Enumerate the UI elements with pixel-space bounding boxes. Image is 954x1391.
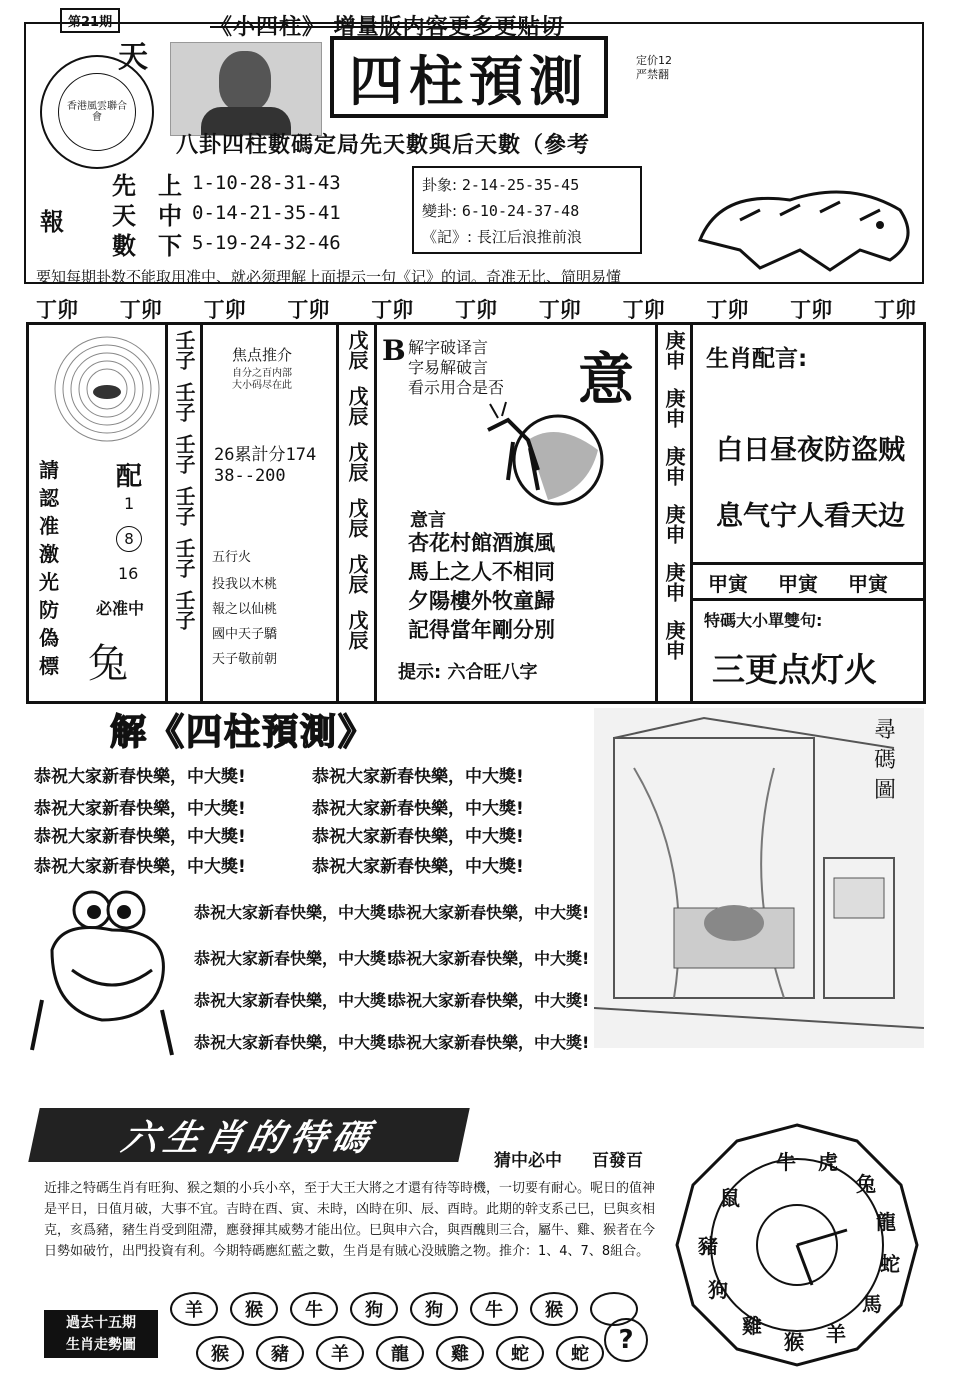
ganzhi-label: 戊辰 (345, 330, 369, 370)
xiantian-label: 數 (112, 230, 136, 260)
wuxing-label: 五行火 (212, 550, 252, 565)
pei-number: 16 (118, 564, 139, 583)
pei-number-circled (116, 526, 142, 552)
wheel-label: 虎 (818, 1150, 838, 1174)
note-line: 要知每期卦数不能取用准中、就必须理解上面提示一句《记》的词。奇准无比、简明易懂 (36, 268, 622, 286)
ganzhi-label: 丁卯 (706, 297, 749, 322)
target-rings (52, 334, 162, 448)
ganzhi-label: 壬子 (172, 538, 196, 578)
left-vertical-bao: 報 (40, 207, 64, 236)
focus-stat2: 38--200 (214, 466, 286, 486)
ren-zi-column (170, 330, 198, 642)
greeting-line: 恭祝大家新春快樂，中大獎! (194, 903, 394, 922)
trend-row-2 (196, 1336, 604, 1370)
pei-number: 1 (124, 494, 135, 513)
animal-label: 兔 (88, 641, 128, 687)
frog-mascot (22, 880, 192, 1074)
greeting-line: 恭祝大家新春快樂，中大獎! (194, 991, 394, 1010)
grid-divider (165, 322, 168, 704)
seal-text: 香港風雲聯合會 (58, 73, 136, 151)
xun-ma-label: 尋碼圖 (874, 718, 897, 803)
grid-divider (336, 322, 339, 704)
slogan: 百發百 (592, 1151, 643, 1171)
trend-row-1 (170, 1292, 638, 1326)
ganzhi-label: 庚申 (662, 562, 686, 602)
grid-divider (200, 322, 203, 704)
jia-yin-row (708, 568, 888, 597)
notice-label: 严禁翻 (636, 68, 669, 81)
left-vertical-tian: 天 (118, 40, 148, 75)
ganzhi-label: 壬子 (172, 486, 196, 526)
bottom-banner-text: 六生肖的特碼 (117, 1116, 379, 1159)
laser-warning: 請認准激光防偽標 (39, 458, 59, 678)
jie-title: 解《四柱預測》 (110, 711, 377, 753)
ganzhi-label: 丁卯 (36, 297, 78, 322)
badge-line: 生肖走勢圖 (66, 1337, 136, 1353)
trend-item: 猴 (196, 1336, 244, 1370)
zodiac-line: 息气宁人看天边 (716, 501, 905, 532)
trend-item: 狗 (410, 1292, 458, 1326)
slogan: 猜中必中 (494, 1151, 562, 1171)
ganzhi-label: 壬子 (172, 382, 196, 422)
xiantian-block (112, 168, 341, 258)
center-line: 看示用合是否 (408, 378, 505, 397)
title-box (330, 36, 608, 118)
seal-stamp (40, 55, 154, 169)
ji-value: 長江后浪推前浪 (476, 228, 582, 246)
greeting-line: 恭祝大家新春快樂，中大獎! (34, 827, 246, 847)
center-poem (408, 528, 555, 644)
bottom-paragraph: 近排之特碼生肖有旺狗、猴之類的小兵小卒，至于大王大將之才還有待等時機，一切要有耐心。呢日的值神是平日，日值月破，大事不宜。吉時在酉、寅、未時，凶時在卯、辰、酉時。此期的幹支系己巳，巳與亥相克，亥爲豬，豬生肖受到阻滯，應發揮其威勢才能出位。巳與申六合，與酉醜則三合，屬牛、雞、猴者在今日勢如破竹，出門投資有利。今期特碼應紅藍之數，生肖是有賊心没賊膽之物。推介：1、4、7、8組合。 (44, 1181, 656, 1259)
ganzhi-label: 丁卯 (538, 297, 581, 322)
ganzhi-label: 戊辰 (345, 386, 369, 426)
number-row: 0-14-21-35-41 (192, 202, 341, 224)
tiger-illustration (680, 150, 924, 280)
trend-item: 雞 (436, 1336, 484, 1370)
page-title: 四柱預測 (349, 48, 589, 113)
focus-poem (212, 572, 277, 672)
grid-divider (692, 562, 924, 565)
focus-stat1: 26累計分174 (214, 445, 317, 465)
ganzhi-label: 庚申 (662, 504, 686, 544)
grid-divider (655, 322, 658, 704)
grid-divider (692, 598, 924, 601)
wheel-label: 雞 (742, 1314, 762, 1338)
wheel-label: 狗 (708, 1278, 728, 1302)
greeting-line: 恭祝大家新春快樂，中大獎! (312, 799, 524, 819)
greeting-line: 恭祝大家新春快樂，中大獎! (312, 767, 524, 787)
ganzhi-label: 丁卯 (371, 297, 414, 322)
number-row: 5-19-24-32-46 (192, 232, 341, 254)
poem-line: 夕陽樓外牧童歸 (408, 588, 555, 613)
ganzhi-label: 戊辰 (345, 498, 369, 538)
zodiac-words-title: 生肖配言: (706, 346, 808, 372)
subtitle: 八卦四柱數碼定局先天數與后天數（參考 (176, 132, 591, 158)
trend-item: 牛 (470, 1292, 518, 1326)
portrait-photo (170, 42, 322, 136)
greeting-line: 恭祝大家新春快樂，中大獎! (34, 799, 246, 819)
greeting-line: 恭祝大家新春快樂，中大獎! (312, 857, 524, 877)
pei-label: 配 (116, 462, 143, 492)
ganzhi-label: 甲寅 (708, 572, 748, 596)
geng-shen-column (660, 330, 688, 678)
zodiac-wheel (672, 1120, 922, 1374)
ganzhi-label: 庚申 (662, 388, 686, 428)
wheel-label: 兔 (856, 1172, 876, 1196)
ganzhi-label: 甲寅 (848, 572, 888, 596)
trend-item: 狗 (350, 1292, 398, 1326)
focus-sub2: 大小码尽在此 (232, 380, 292, 391)
ji-label: 《記》: (422, 228, 473, 246)
ganzhi-label: 戊辰 (345, 610, 369, 650)
poem-line: 國中天子驕 (212, 627, 278, 642)
yi-yan-label: 意言 (410, 510, 446, 531)
grid-divider (690, 322, 693, 704)
bottom-banner (28, 1108, 469, 1162)
ganzhi-label: 丁卯 (119, 297, 162, 322)
pei-number: 8 (124, 530, 134, 548)
ganzhi-label: 丁卯 (790, 297, 833, 322)
greeting-line: 恭祝大家新春快樂，中大獎! (34, 857, 246, 877)
yi-character: 意 (578, 347, 634, 413)
final-phrase: 三更点灯火 (712, 650, 877, 689)
poem-line: 投我以木桃 (212, 577, 278, 592)
trend-item: 羊 (170, 1292, 218, 1326)
wu-chen-column (342, 330, 372, 666)
greeting-line: 恭祝大家新春快樂，中大獎! (390, 949, 590, 968)
gua-box (412, 166, 642, 254)
center-lines (408, 338, 504, 398)
pos-label: 中 (158, 200, 182, 230)
poem-line: 天子敬前朝 (212, 652, 278, 667)
trend-item: 猴 (230, 1292, 278, 1326)
center-line: 解字破译言 (408, 338, 489, 357)
greeting-line: 恭祝大家新春快樂，中大獎! (194, 949, 394, 968)
greeting-line: 恭祝大家新春快樂，中大獎! (390, 903, 590, 922)
poem-line: 杏花村館酒旗風 (408, 530, 555, 555)
ganzhi-label: 丁卯 (873, 297, 916, 322)
ganzhi-label: 壬子 (172, 434, 196, 474)
issue-label: 第21期 (60, 8, 120, 33)
focus-title: 焦点推介 (232, 346, 293, 364)
wheel-label: 龍 (876, 1210, 896, 1234)
grid-divider (374, 322, 377, 704)
greeting-line: 恭祝大家新春快樂，中大獎! (390, 991, 590, 1010)
trend-item: 龍 (376, 1336, 424, 1370)
ganzhi-label: 丁卯 (622, 297, 665, 322)
trend-item: 羊 (316, 1336, 364, 1370)
badge-line: 過去十五期 (66, 1315, 136, 1331)
xiantian-label: 天 (112, 200, 136, 230)
trend-item: 蛇 (496, 1336, 544, 1370)
b-mark: B (382, 334, 406, 367)
greeting-line: 恭祝大家新春快樂，中大獎! (34, 767, 246, 787)
ganzhi-label: 丁卯 (287, 297, 330, 322)
wheel-label: 豬 (698, 1234, 718, 1258)
question-circle (604, 1318, 648, 1362)
bi-zhun-label: 必准中 (96, 599, 145, 618)
pos-label: 下 (158, 230, 182, 260)
pos-label: 上 (158, 170, 182, 200)
wheel-label: 牛 (776, 1150, 796, 1174)
ganzhi-label: 丁卯 (203, 297, 246, 322)
price-label: 定价12 (636, 54, 672, 67)
ganzhi-label: 庚申 (662, 446, 686, 486)
ding-mao-row (36, 294, 916, 324)
center-hint: 提示: 六合旺八字 (398, 662, 538, 683)
greeting-line: 恭祝大家新春快樂，中大獎! (312, 827, 524, 847)
ganzhi-label: 壬子 (172, 590, 196, 630)
zodiac-line: 白日昼夜防盗贼 (716, 435, 905, 466)
wheel-label: 蛇 (880, 1252, 900, 1276)
gua-xiang-label: 卦象: (422, 176, 458, 194)
ganzhi-label: 戊辰 (345, 554, 369, 594)
ganzhi-label: 戊辰 (345, 442, 369, 482)
ganzhi-label: 庚申 (662, 620, 686, 660)
gua-xiang-value: 2-14-25-35-45 (461, 176, 580, 194)
center-line: 字易解破言 (408, 358, 489, 377)
ganzhi-label: 甲寅 (778, 572, 818, 596)
greeting-line: 恭祝大家新春快樂，中大獎! (194, 1033, 394, 1052)
top-banner: 《小四柱》 增量版内容更多更贴切 (210, 14, 564, 40)
bian-gua-value: 6-10-24-37-48 (461, 202, 580, 220)
poem-line: 記得當年剛分別 (408, 617, 555, 642)
greeting-line: 恭祝大家新春快樂，中大獎! (390, 1033, 590, 1052)
number-row: 1-10-28-31-43 (192, 172, 341, 194)
wheel-label: 馬 (862, 1292, 882, 1316)
trend-item: 猴 (530, 1292, 578, 1326)
wheel-label: 羊 (826, 1322, 846, 1346)
xiantian-label: 先 (112, 170, 136, 200)
trend-item: 豬 (256, 1336, 304, 1370)
wheel-label: 鼠 (720, 1186, 740, 1210)
trend-item: 蛇 (556, 1336, 604, 1370)
question-mark: ? (618, 1325, 634, 1355)
trend-item: 牛 (290, 1292, 338, 1326)
ganzhi-label: 壬子 (172, 330, 196, 370)
deer-illustration (468, 400, 608, 514)
te-ma-label: 特碼大小單雙句: (704, 611, 823, 630)
wheel-label: 猴 (784, 1330, 804, 1354)
ganzhi-label: 庚申 (662, 330, 686, 370)
bian-gua-label: 變卦: (422, 202, 458, 220)
poem-line: 馬上之人不相同 (408, 559, 555, 584)
ganzhi-label: 丁卯 (454, 297, 497, 322)
poem-line: 報之以仙桃 (212, 602, 278, 617)
trend-badge (44, 1310, 158, 1358)
focus-sub1: 自分之百内部 (232, 368, 292, 379)
